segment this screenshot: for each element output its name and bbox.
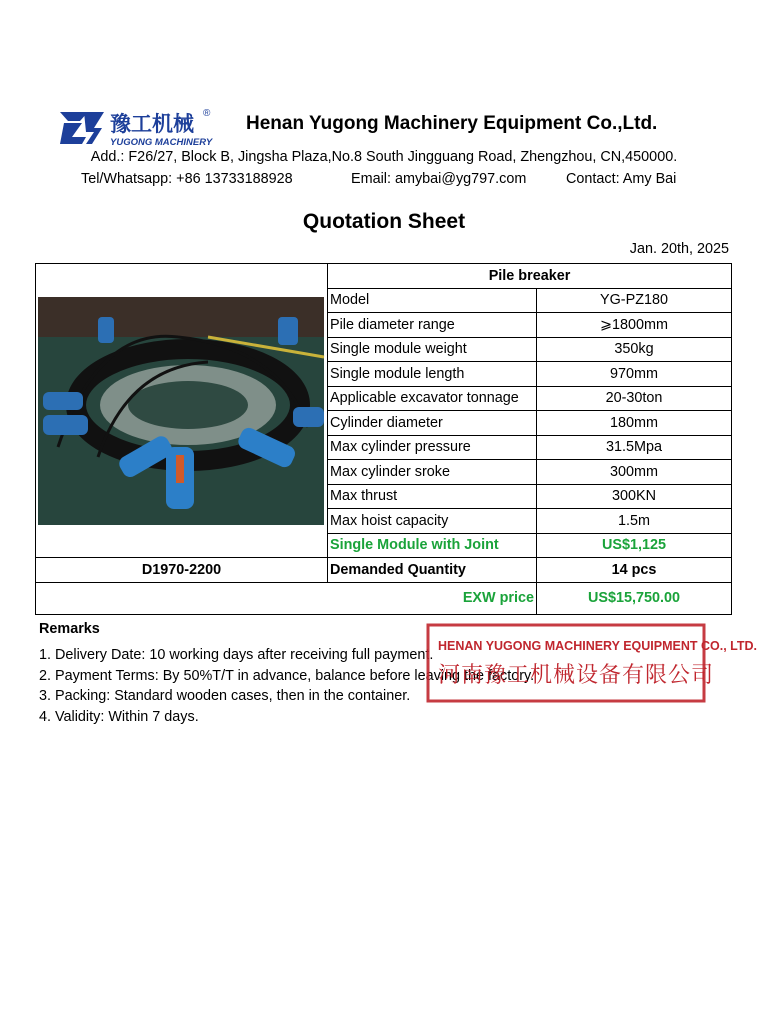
svg-text:YUGONG MACHINERY: YUGONG MACHINERY (110, 137, 213, 148)
spec-label: Model (328, 288, 537, 313)
tel-text: Tel/Whatsapp: +86 13733188928 (81, 171, 293, 187)
spec-value: ⩾1800mm (537, 313, 732, 338)
quote-date: Jan. 20th, 2025 (629, 241, 729, 257)
exw-value: US$15,750.00 (537, 582, 732, 614)
spec-label: Single module length (328, 362, 537, 387)
product-name: Pile breaker (328, 264, 732, 289)
spec-label: Single module weight (328, 337, 537, 362)
product-photo (38, 297, 324, 525)
spec-value: 1.5m (537, 509, 732, 534)
company-logo (58, 104, 218, 150)
spec-label: Max thrust (328, 484, 537, 509)
spec-value: 300KN (537, 484, 732, 509)
remark-item: 4. Validity: Within 7 days. (39, 709, 199, 725)
spec-value: 350kg (537, 337, 732, 362)
spec-label: Max cylinder sroke (328, 460, 537, 485)
spec-value: 300mm (537, 460, 732, 485)
svg-text:河南豫工机械设备有限公司: 河南豫工机械设备有限公司 (438, 663, 715, 688)
quotation-table (35, 263, 732, 615)
unit-price-label: Single Module with Joint (328, 533, 537, 558)
remark-item: 1. Delivery Date: 10 working days after receiving full payment. (39, 647, 434, 663)
table-row (36, 264, 732, 289)
svg-text:HENAN YUGONG MACHINERY EQUIPME: HENAN YUGONG MACHINERY EQUIPMENT CO., LTD. (438, 639, 758, 653)
remark-item: 3. Packing: Standard wooden cases, then in the container. (39, 688, 411, 704)
company-stamp (426, 623, 758, 703)
spec-value: 970mm (537, 362, 732, 387)
company-name: Henan Yugong Machinery Equipment Co.,Ltd. (246, 113, 658, 134)
spec-label: Applicable excavator tonnage (328, 386, 537, 411)
spec-label: Cylinder diameter (328, 411, 537, 436)
table-row (36, 558, 732, 583)
contact-line (81, 171, 676, 187)
spec-value: YG-PZ180 (537, 288, 732, 313)
company-address: Add.: F26/27, Block B, Jingsha Plaza,No.8 South Jingguang Road, Zhengzhou, CN,450000. (90, 149, 678, 165)
spec-value: 180mm (537, 411, 732, 436)
range-code: D1970-2200 (36, 558, 328, 583)
remarks-heading: Remarks (39, 621, 100, 637)
quantity-label: Demanded Quantity (328, 558, 537, 583)
table-row (36, 582, 732, 614)
page-title: Quotation Sheet (302, 210, 466, 233)
unit-price-value: US$1,125 (537, 533, 732, 558)
contact-name: Contact: Amy Bai (566, 171, 677, 187)
exw-label: EXW price (36, 582, 537, 614)
remark-item: 2. Payment Terms: By 50%T/T in advance, balance before leaving the factory. (39, 668, 535, 684)
quantity-value: 14 pcs (537, 558, 732, 583)
email-text: Email: amybai@yg797.com (351, 171, 527, 187)
spec-label: Pile diameter range (328, 313, 537, 338)
spec-value: 20-30ton (537, 386, 732, 411)
spec-value: 31.5Mpa (537, 435, 732, 460)
product-photo-cell (36, 264, 328, 558)
svg-text:®: ® (203, 108, 211, 119)
spec-label: Max hoist capacity (328, 509, 537, 534)
spec-label: Max cylinder pressure (328, 435, 537, 460)
svg-text:豫工机械: 豫工机械 (110, 112, 194, 136)
